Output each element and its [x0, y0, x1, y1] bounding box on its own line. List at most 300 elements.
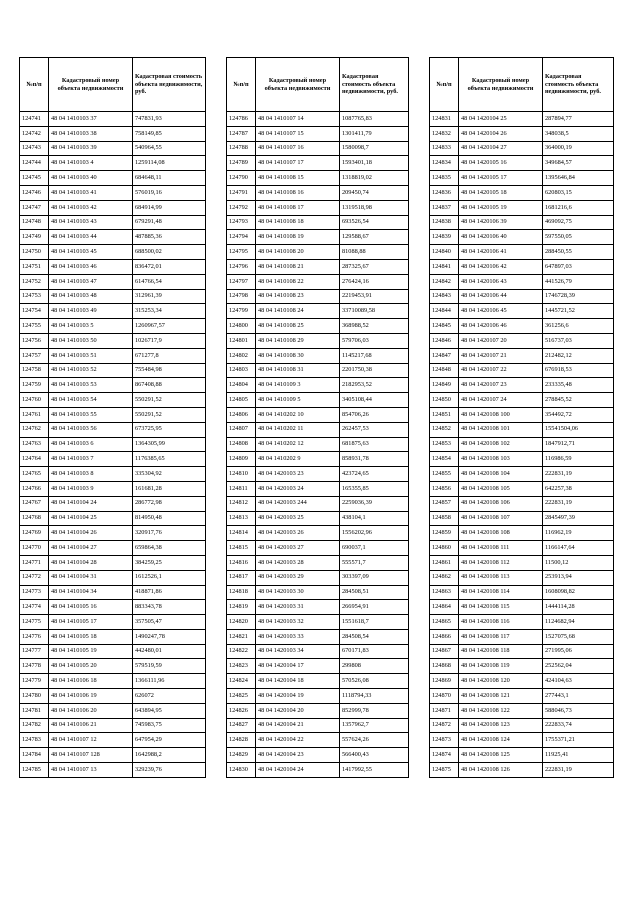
cadastral-number-cell: 48 04 1420108 116 — [459, 615, 543, 630]
cadastral-number-cell: 48 04 1420104 19 — [256, 689, 340, 704]
cadastral-value-cell: 1026717,9 — [133, 333, 206, 348]
cadastral-number-cell: 48 04 1420103 23 — [256, 467, 340, 482]
row-number-cell: 124835 — [430, 171, 459, 186]
row-number-cell: 124741 — [20, 112, 49, 127]
row-number-cell: 124814 — [227, 526, 256, 541]
cadastral-number-cell: 48 04 1420103 244 — [256, 496, 340, 511]
cadastral-value-cell: 1145217,68 — [340, 348, 409, 363]
table-body — [20, 112, 206, 778]
table-row — [227, 629, 409, 644]
row-number-cell: 124771 — [20, 555, 49, 570]
cadastral-number-cell: 48 04 1420106 44 — [459, 289, 543, 304]
cadastral-value-cell: 165355,85 — [340, 481, 409, 496]
table-body — [227, 112, 409, 778]
table-row — [20, 555, 206, 570]
cadastral-value-cell: 335304,92 — [133, 467, 206, 482]
cadastral-number-cell: 48 04 1420108 101 — [459, 422, 543, 437]
row-number-cell: 124783 — [20, 733, 49, 748]
table-row — [430, 555, 614, 570]
row-number-cell: 124858 — [430, 511, 459, 526]
header-cadastral-number: Кадастровый номер объекта недвижимости — [49, 58, 133, 112]
row-number-cell: 124800 — [227, 319, 256, 334]
cadastral-value-cell: 2201750,38 — [340, 363, 409, 378]
cadastral-value-cell: 1847912,71 — [543, 437, 614, 452]
cadastral-number-cell: 48 04 1410107 13 — [49, 763, 133, 778]
table-row — [227, 615, 409, 630]
table-row — [430, 333, 614, 348]
row-number-cell: 124782 — [20, 718, 49, 733]
cadastral-number-cell: 48 04 1410103 40 — [49, 171, 133, 186]
cadastral-value-cell: 550291,52 — [133, 407, 206, 422]
cadastral-number-cell: 48 04 1410108 17 — [256, 200, 340, 215]
row-number-cell: 124790 — [227, 171, 256, 186]
table-row — [227, 733, 409, 748]
table-row — [430, 659, 614, 674]
cadastral-number-cell: 48 04 1420108 126 — [459, 763, 543, 778]
cadastral-value-cell: 284508,51 — [340, 585, 409, 600]
row-number-cell: 124837 — [430, 200, 459, 215]
cadastral-value-cell: 659864,38 — [133, 541, 206, 556]
table-row — [20, 126, 206, 141]
cadastral-number-cell: 48 04 1420108 105 — [459, 481, 543, 496]
cadastral-value-cell: 1612526,1 — [133, 570, 206, 585]
row-number-cell: 124791 — [227, 185, 256, 200]
cadastral-value-cell: 557624,26 — [340, 733, 409, 748]
cadastral-value-cell: 620803,15 — [543, 185, 614, 200]
table-row — [430, 407, 614, 422]
cadastral-number-cell: 48 04 1410103 43 — [49, 215, 133, 230]
row-number-cell: 124760 — [20, 393, 49, 408]
table-row — [430, 703, 614, 718]
row-number-cell: 124805 — [227, 393, 256, 408]
cadastral-value-cell: 287894,77 — [543, 112, 614, 127]
cadastral-value-cell: 222831,19 — [543, 763, 614, 778]
table-row — [430, 348, 614, 363]
table-row — [227, 600, 409, 615]
row-number-cell: 124780 — [20, 689, 49, 704]
cadastral-number-cell: 48 04 1410108 30 — [256, 348, 340, 363]
cadastral-value-cell: 329239,76 — [133, 763, 206, 778]
cadastral-number-cell: 48 04 1410107 17 — [256, 156, 340, 171]
row-number-cell: 124767 — [20, 496, 49, 511]
cadastral-number-cell: 48 04 1420108 113 — [459, 570, 543, 585]
cadastral-number-cell: 48 04 1410104 31 — [49, 570, 133, 585]
cadastral-value-cell: 2219453,91 — [340, 289, 409, 304]
cadastral-value-cell: 278845,52 — [543, 393, 614, 408]
table-row — [20, 274, 206, 289]
table-row — [227, 422, 409, 437]
table-row — [227, 703, 409, 718]
cadastral-value-cell: 1366111,96 — [133, 674, 206, 689]
row-number-cell: 124809 — [227, 452, 256, 467]
cadastral-number-cell: 48 04 1410107 14 — [256, 112, 340, 127]
table-row — [20, 570, 206, 585]
table-row — [20, 393, 206, 408]
cadastral-number-cell: 48 04 1420104 23 — [256, 748, 340, 763]
header-cadastral-value: Кадастровая стоимость объекта недвижимости, руб. — [340, 58, 409, 112]
row-number-cell: 124870 — [430, 689, 459, 704]
cadastral-value-cell: 368988,52 — [340, 319, 409, 334]
cadastral-value-cell: 579519,59 — [133, 659, 206, 674]
row-number-cell: 124811 — [227, 481, 256, 496]
row-number-cell: 124752 — [20, 274, 49, 289]
row-number-cell: 124802 — [227, 348, 256, 363]
table-row — [20, 333, 206, 348]
cadastral-number-cell: 48 04 1420103 25 — [256, 511, 340, 526]
table-row — [430, 600, 614, 615]
cadastral-number-cell: 48 04 1410103 5 — [49, 319, 133, 334]
table-row — [430, 422, 614, 437]
cadastral-number-cell: 48 04 1410103 9 — [49, 481, 133, 496]
table-row — [430, 763, 614, 778]
cadastral-number-cell: 48 04 1410103 4 — [49, 156, 133, 171]
cadastral-number-cell: 48 04 1420103 34 — [256, 644, 340, 659]
table-row — [227, 141, 409, 156]
cadastral-value-cell: 1318819,02 — [340, 171, 409, 186]
cadastral-value-cell: 858931,78 — [340, 452, 409, 467]
cadastral-value-cell: 212482,12 — [543, 348, 614, 363]
row-number-cell: 124815 — [227, 541, 256, 556]
cadastral-number-cell: 48 04 1410107 16 — [256, 141, 340, 156]
cadastral-number-cell: 48 04 1410103 8 — [49, 467, 133, 482]
cadastral-value-cell: 755484,98 — [133, 363, 206, 378]
cadastral-value-cell: 1580098,7 — [340, 141, 409, 156]
cadastral-value-cell: 33710089,58 — [340, 304, 409, 319]
header-cadastral-value: Кадастровая стоимость объекта недвижимости, руб. — [543, 58, 614, 112]
row-number-cell: 124794 — [227, 230, 256, 245]
cadastral-number-cell: 48 04 1410202 10 — [256, 407, 340, 422]
row-number-cell: 124868 — [430, 659, 459, 674]
table-row — [430, 185, 614, 200]
cadastral-value-cell: 441526,79 — [543, 274, 614, 289]
cadastral-number-cell: 48 04 1410103 54 — [49, 393, 133, 408]
table-row — [20, 289, 206, 304]
table-row — [20, 689, 206, 704]
cadastral-number-cell: 48 04 1410105 16 — [49, 600, 133, 615]
table-row — [227, 481, 409, 496]
row-number-cell: 124749 — [20, 230, 49, 245]
cadastral-number-cell: 48 04 1420108 103 — [459, 452, 543, 467]
cadastral-value-cell: 1551618,7 — [340, 615, 409, 630]
cadastral-value-cell: 487885,36 — [133, 230, 206, 245]
table-row — [20, 422, 206, 437]
cadastral-value-cell: 679291,48 — [133, 215, 206, 230]
table-row — [20, 526, 206, 541]
cadastral-number-cell: 48 04 1410103 6 — [49, 437, 133, 452]
table-row — [430, 363, 614, 378]
table-row — [430, 496, 614, 511]
row-number-cell: 124807 — [227, 422, 256, 437]
table-row — [20, 763, 206, 778]
cadastral-value-cell: 320917,76 — [133, 526, 206, 541]
cadastral-value-cell: 1755371,21 — [543, 733, 614, 748]
cadastral-value-cell: 540964,55 — [133, 141, 206, 156]
table-row — [20, 703, 206, 718]
row-number-cell: 124839 — [430, 230, 459, 245]
table-row — [227, 511, 409, 526]
row-number-cell: 124862 — [430, 570, 459, 585]
row-number-cell: 124774 — [20, 600, 49, 615]
row-number-cell: 124784 — [20, 748, 49, 763]
cadastral-value-cell: 262457,53 — [340, 422, 409, 437]
cadastral-number-cell: 48 04 1420104 22 — [256, 733, 340, 748]
table-row — [227, 496, 409, 511]
row-number-cell: 124769 — [20, 526, 49, 541]
cadastral-value-cell: 1417992,55 — [340, 763, 409, 778]
cadastral-number-cell: 48 04 1420106 41 — [459, 245, 543, 260]
row-number-cell: 124801 — [227, 333, 256, 348]
cadastral-number-cell: 48 04 1420108 107 — [459, 511, 543, 526]
table-row — [430, 718, 614, 733]
row-number-cell: 124853 — [430, 437, 459, 452]
row-number-cell: 124865 — [430, 615, 459, 630]
cadastral-number-cell: 48 04 1410105 18 — [49, 629, 133, 644]
row-number-cell: 124795 — [227, 245, 256, 260]
cadastral-number-cell: 48 04 1410104 26 — [49, 526, 133, 541]
header-cadastral-number: Кадастровый номер объекта недвижимости — [256, 58, 340, 112]
table-row — [430, 141, 614, 156]
cadastral-value-cell: 277443,1 — [543, 689, 614, 704]
table-row — [20, 511, 206, 526]
row-number-cell: 124757 — [20, 348, 49, 363]
cadastral-value-cell: 438104,1 — [340, 511, 409, 526]
cadastral-value-cell: 836472,01 — [133, 259, 206, 274]
cadastral-number-cell: 48 04 1410104 28 — [49, 555, 133, 570]
row-number-cell: 124768 — [20, 511, 49, 526]
cadastral-number-cell: 48 04 1410108 18 — [256, 215, 340, 230]
table-row — [20, 407, 206, 422]
cadastral-number-cell: 48 04 1420108 124 — [459, 733, 543, 748]
cadastral-number-cell: 48 04 1410108 25 — [256, 319, 340, 334]
cadastral-value-cell: 361256,6 — [543, 319, 614, 334]
row-number-cell: 124750 — [20, 245, 49, 260]
cadastral-number-cell: 48 04 1410103 45 — [49, 245, 133, 260]
cadastral-value-cell: 287325,67 — [340, 259, 409, 274]
row-number-cell: 124866 — [430, 629, 459, 644]
cadastral-value-cell: 1118794,33 — [340, 689, 409, 704]
cadastral-value-cell: 867408,88 — [133, 378, 206, 393]
cadastral-number-cell: 48 04 1410108 21 — [256, 259, 340, 274]
table-row — [20, 363, 206, 378]
row-number-cell: 124766 — [20, 481, 49, 496]
row-number-cell: 124844 — [430, 304, 459, 319]
cadastral-number-cell: 48 04 1420104 17 — [256, 659, 340, 674]
cadastral-value-cell: 233335,48 — [543, 378, 614, 393]
cadastral-value-cell: 626072 — [133, 689, 206, 704]
header-n: №п/п — [227, 58, 256, 112]
cadastral-number-cell: 48 04 1420107 20 — [459, 333, 543, 348]
row-number-cell: 124825 — [227, 689, 256, 704]
cadastral-value-cell: 349684,57 — [543, 156, 614, 171]
cadastral-value-cell: 579706,03 — [340, 333, 409, 348]
cadastral-number-cell: 48 04 1420105 16 — [459, 156, 543, 171]
table-row — [20, 748, 206, 763]
row-number-cell: 124810 — [227, 467, 256, 482]
row-number-cell: 124822 — [227, 644, 256, 659]
row-number-cell: 124823 — [227, 659, 256, 674]
cadastral-value-cell: 312961,39 — [133, 289, 206, 304]
table-row — [20, 659, 206, 674]
cadastral-value-cell: 116962,19 — [543, 526, 614, 541]
table-row — [20, 452, 206, 467]
cadastral-value-cell: 222833,74 — [543, 718, 614, 733]
table-row — [20, 615, 206, 630]
row-number-cell: 124854 — [430, 452, 459, 467]
cadastral-number-cell: 48 04 1410103 42 — [49, 200, 133, 215]
table-row — [20, 718, 206, 733]
table-row — [20, 230, 206, 245]
row-number-cell: 124744 — [20, 156, 49, 171]
table-row — [430, 437, 614, 452]
row-number-cell: 124761 — [20, 407, 49, 422]
cadastral-value-cell: 690037,1 — [340, 541, 409, 556]
cadastral-value-cell: 469092,75 — [543, 215, 614, 230]
cadastral-value-cell: 1166147,64 — [543, 541, 614, 556]
cadastral-number-cell: 48 04 1410103 49 — [49, 304, 133, 319]
cadastral-value-cell: 684914,99 — [133, 200, 206, 215]
row-number-cell: 124781 — [20, 703, 49, 718]
cadastral-value-cell: 81088,88 — [340, 245, 409, 260]
row-number-cell: 124860 — [430, 541, 459, 556]
row-number-cell: 124850 — [430, 393, 459, 408]
table-header — [430, 58, 614, 112]
table-row — [430, 689, 614, 704]
table-row — [227, 407, 409, 422]
row-number-cell: 124842 — [430, 274, 459, 289]
header-n: №п/п — [430, 58, 459, 112]
cadastral-value-cell: 1445721,52 — [543, 304, 614, 319]
table-row — [430, 511, 614, 526]
cadastral-number-cell: 48 04 1420104 25 — [459, 112, 543, 127]
table-row — [430, 230, 614, 245]
cadastral-number-cell: 48 04 1420103 27 — [256, 541, 340, 556]
cadastral-number-cell: 48 04 1420103 33 — [256, 629, 340, 644]
row-number-cell: 124821 — [227, 629, 256, 644]
cadastral-number-cell: 48 04 1420104 24 — [256, 763, 340, 778]
cadastral-number-cell: 48 04 1410108 29 — [256, 333, 340, 348]
table-row — [430, 526, 614, 541]
cadastral-value-cell: 1642988,2 — [133, 748, 206, 763]
cadastral-value-cell: 3405108,44 — [340, 393, 409, 408]
table-header — [20, 58, 206, 112]
row-number-cell: 124756 — [20, 333, 49, 348]
cadastral-number-cell: 48 04 1420108 106 — [459, 496, 543, 511]
cadastral-number-cell: 48 04 1420103 29 — [256, 570, 340, 585]
row-number-cell: 124743 — [20, 141, 49, 156]
cadastral-value-cell: 670171,83 — [340, 644, 409, 659]
table-row — [430, 200, 614, 215]
table-row — [20, 674, 206, 689]
table-row — [430, 112, 614, 127]
table-row — [430, 452, 614, 467]
cadastral-number-cell: 48 04 1410106 21 — [49, 718, 133, 733]
row-number-cell: 124871 — [430, 703, 459, 718]
row-number-cell: 124874 — [430, 748, 459, 763]
cadastral-number-cell: 48 04 1410106 19 — [49, 689, 133, 704]
table-row — [227, 304, 409, 319]
cadastral-number-cell: 48 04 1410103 38 — [49, 126, 133, 141]
cadastral-value-cell: 1490247,78 — [133, 629, 206, 644]
row-number-cell: 124799 — [227, 304, 256, 319]
cadastral-value-cell: 576019,16 — [133, 185, 206, 200]
row-number-cell: 124816 — [227, 555, 256, 570]
table-row — [20, 171, 206, 186]
row-number-cell: 124776 — [20, 629, 49, 644]
row-number-cell: 124872 — [430, 718, 459, 733]
row-number-cell: 124798 — [227, 289, 256, 304]
table-row — [227, 585, 409, 600]
cadastral-number-cell: 48 04 1420103 32 — [256, 615, 340, 630]
cadastral-number-cell: 48 04 1420106 40 — [459, 230, 543, 245]
cadastral-number-cell: 48 04 1410108 15 — [256, 171, 340, 186]
table-row — [430, 171, 614, 186]
cadastral-value-cell: 516737,03 — [543, 333, 614, 348]
cadastral-number-cell: 48 04 1410103 50 — [49, 333, 133, 348]
cadastral-number-cell: 48 04 1420108 100 — [459, 407, 543, 422]
cadastral-value-cell: 883343,78 — [133, 600, 206, 615]
table-row — [430, 289, 614, 304]
table-row — [20, 496, 206, 511]
row-number-cell: 124846 — [430, 333, 459, 348]
cadastral-number-cell: 48 04 1420103 31 — [256, 600, 340, 615]
table-row — [227, 378, 409, 393]
cadastral-number-cell: 48 04 1410202 9 — [256, 452, 340, 467]
cadastral-number-cell: 48 04 1420107 24 — [459, 393, 543, 408]
cadastral-value-cell: 1124682,94 — [543, 615, 614, 630]
table-row — [20, 600, 206, 615]
row-number-cell: 124778 — [20, 659, 49, 674]
cadastral-number-cell: 48 04 1410105 19 — [49, 644, 133, 659]
table-row — [227, 689, 409, 704]
cadastral-number-cell: 48 04 1410202 11 — [256, 422, 340, 437]
cadastral-value-cell: 745983,75 — [133, 718, 206, 733]
row-number-cell: 124841 — [430, 259, 459, 274]
cadastral-number-cell: 48 04 1420105 19 — [459, 200, 543, 215]
cadastral-value-cell: 299808 — [340, 659, 409, 674]
cadastral-number-cell: 48 04 1410103 53 — [49, 378, 133, 393]
table-row — [430, 733, 614, 748]
row-number-cell: 124859 — [430, 526, 459, 541]
cadastral-value-cell: 252562,04 — [543, 659, 614, 674]
cadastral-value-cell: 693526,54 — [340, 215, 409, 230]
cadastral-number-cell: 48 04 1410108 16 — [256, 185, 340, 200]
cadastral-value-cell: 116986,59 — [543, 452, 614, 467]
row-number-cell: 124773 — [20, 585, 49, 600]
cadastral-value-cell: 442480,01 — [133, 644, 206, 659]
row-number-cell: 124806 — [227, 407, 256, 422]
table-row — [227, 171, 409, 186]
cadastral-number-cell: 48 04 1420107 23 — [459, 378, 543, 393]
cadastral-value-cell: 747831,93 — [133, 112, 206, 127]
cadastral-value-cell: 643894,95 — [133, 703, 206, 718]
row-number-cell: 124747 — [20, 200, 49, 215]
cadastral-value-cell: 1087765,83 — [340, 112, 409, 127]
row-number-cell: 124840 — [430, 245, 459, 260]
row-number-cell: 124827 — [227, 718, 256, 733]
row-number-cell: 124785 — [20, 763, 49, 778]
table-row — [430, 274, 614, 289]
row-number-cell: 124803 — [227, 363, 256, 378]
table-row — [227, 393, 409, 408]
cadastral-value-cell: 209450,74 — [340, 185, 409, 200]
cadastral-number-cell: 48 04 1420103 26 — [256, 526, 340, 541]
cadastral-number-cell: 48 04 1420108 118 — [459, 644, 543, 659]
cadastral-value-cell: 15541504,06 — [543, 422, 614, 437]
cadastral-value-cell: 1357962,7 — [340, 718, 409, 733]
row-number-cell: 124845 — [430, 319, 459, 334]
row-number-cell: 124824 — [227, 674, 256, 689]
cadastral-value-cell: 588046,73 — [543, 703, 614, 718]
